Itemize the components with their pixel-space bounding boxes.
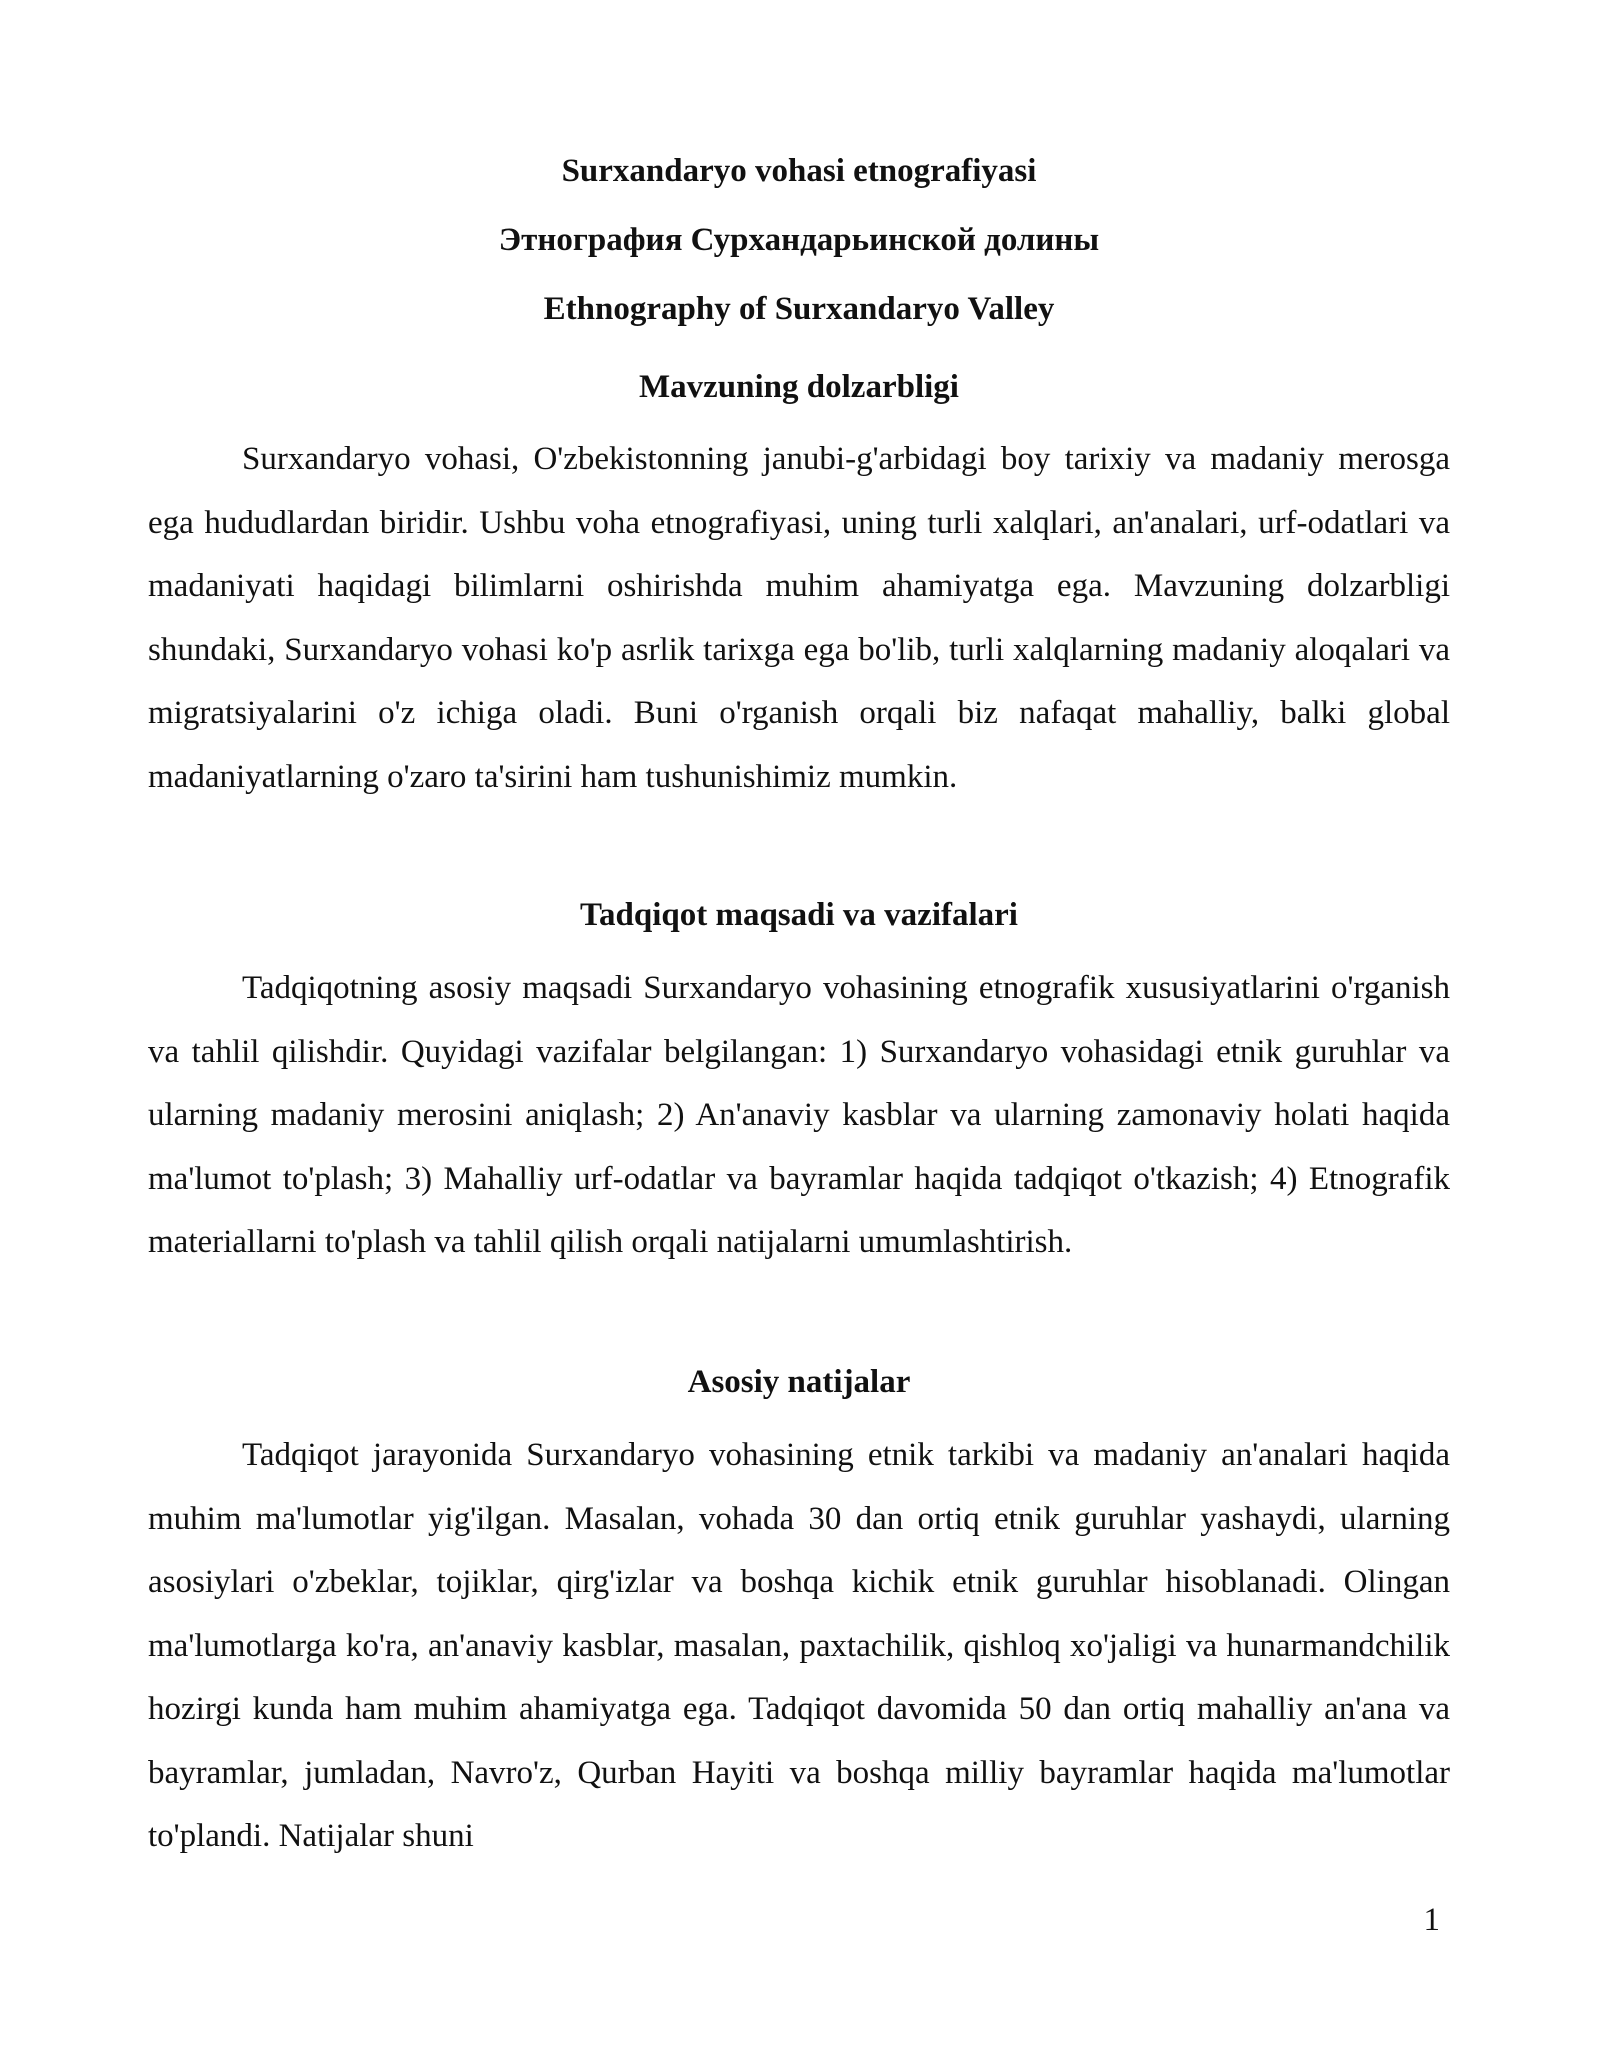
paragraph-text: Tadqiqot jarayonida Surxandaryo vohasining etnik tarkibi va madaniy an'analari haqida muhim ma'lumotlar yig'ilgan. Masalan, vohada 30 dan ortiq etnik guruhlar yashaydi, ularning asosiylari o'zbeklar, tojiklar, qirg'izlar va boshqa kichik etnik guruhlar hisoblanadi. Olingan ma'lumotlarga ko'ra, an'anaviy kasblar, masalan, paxtachilik, qishloq xo'jaligi va hunarmandchilik hozirgi kunda ham muhim ahamiyatga ega. Tadqiqot davomida 50 dan ortiq mahalliy an'ana va bayramlar, jumladan, Navro'z, Qurban Hayiti va boshqa milliy bayramlar haqida ma'lumotlar to'plandi. Natijalar shuni (148, 1437, 1450, 1854)
title-english: Ethnography of Surxandaryo Valley (543, 291, 1055, 327)
document-page (148, 0, 1450, 2070)
paragraph-text: Surxandaryo vohasi, O'zbekistonning janubi-g'arbidagi boy tarixiy va madaniy merosga ega hududlardan biridir. Ushbu voha etnografiyasi, uning turli xalqlari, an'analari, urf-odatlari va madaniyati haqidagi bilimlarni oshirishda muhim ahamiyatga ega. Mavzuning dolzarbligi shundaki, Surxandaryo vohasi ko'p asrlik tarixga ega bo'lib, turli xalqlarning madaniy aloqalari va migratsiyalarini o'z ichiga oladi. Buni o'rganish orqali biz nafaqat mahalliy, balki global madaniyatlarning o'zaro ta'sirini ham tushunishimiz mumkin. (148, 441, 1450, 795)
section-paragraph-goals (148, 957, 1450, 1275)
section-heading-results (148, 1359, 1450, 1405)
section-heading: Asosiy natijalar (687, 1364, 911, 1400)
section-paragraph-relevance (148, 428, 1450, 809)
section-heading: Mavzuning dolzarbligi (639, 369, 959, 405)
page-number: 1 (1423, 1902, 1440, 1938)
section-heading-goals (148, 892, 1450, 938)
title-russian: Этнография Сурхандарьинской долины (498, 222, 1100, 258)
section-heading-relevance (148, 364, 1450, 410)
paragraph-text: Tadqiqotning asosiy maqsadi Surxandaryo vohasining etnografik xususiyatlarini o'rganish va tahlil qilishdir. Quyidagi vazifalar belgilangan: 1) Surxandaryo vohasidagi etnik guruhlar va ularning madaniy merosini aniqlash; 2) An'anaviy kasblar va ularning zamonaviy holati haqida ma'lumot to'plash; 3) Mahalliy urf-odatlar va bayramlar haqida tadqiqot o'tkazish; 4) Etnografik materiallarni to'plash va tahlil qilish orqali natijalarni umumlashtirish. (148, 970, 1450, 1260)
section-paragraph-results (148, 1424, 1450, 1869)
title-uzbek: Surxandaryo vohasi etnografiyasi (561, 153, 1037, 189)
section-heading: Tadqiqot maqsadi va vazifalari (580, 897, 1018, 933)
title-block (148, 148, 1450, 332)
